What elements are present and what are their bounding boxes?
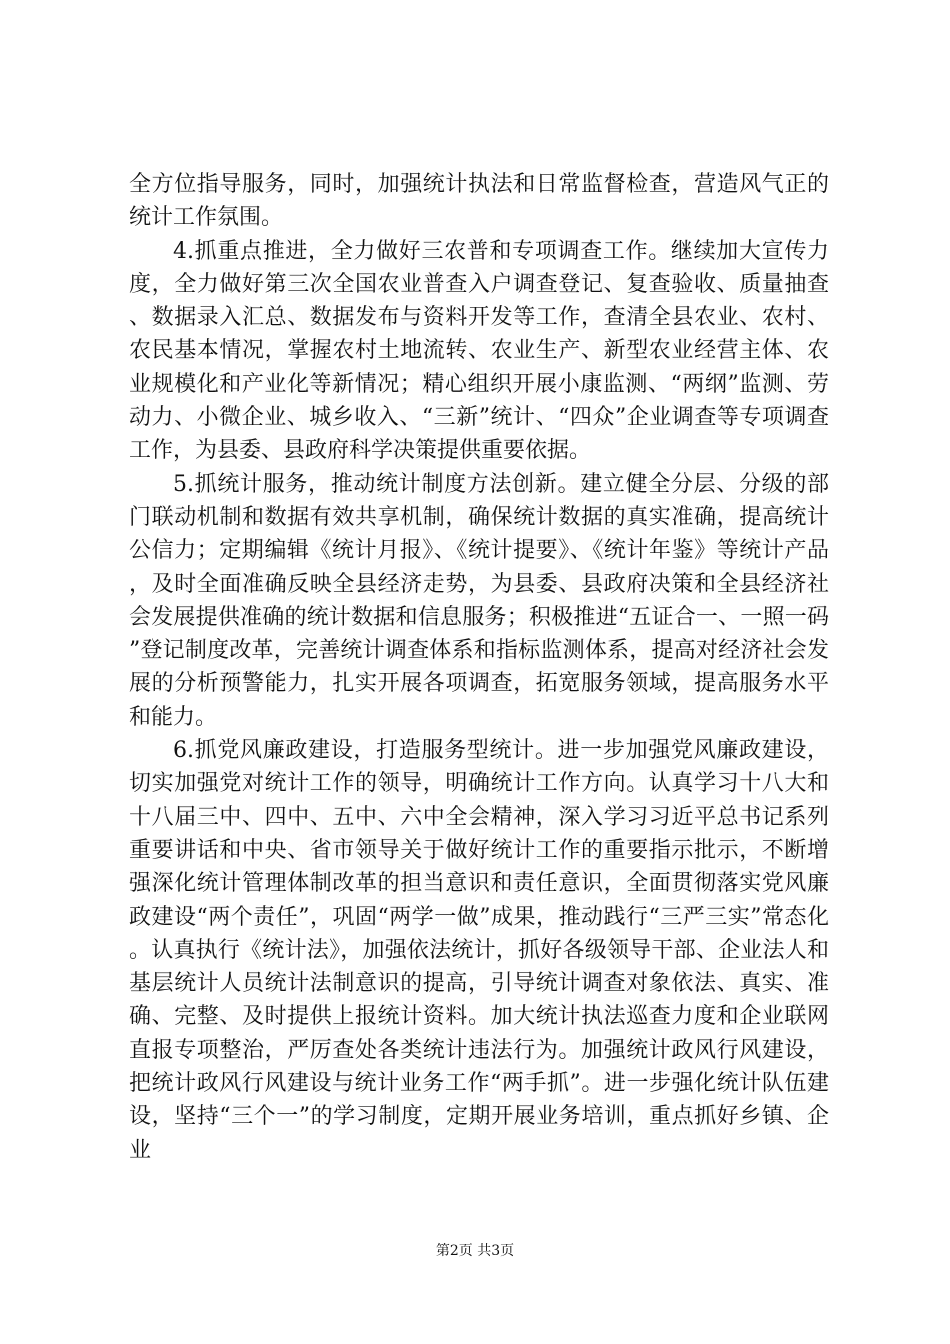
paragraph-item-4: 4.抓重点推进，全力做好三农普和专项调查工作。继续加大宣传力度，全力做好第三次全国农业普查入户调查登记、复查验收、质量抽查、数据录入汇总、数据发布与资料开发等工作，查清全县农业、农村、农民基本情况，掌握农村土地流转、农业生产、新型农业经营主体、农业规模化和产业化等新情况；精心组织开展小康监测、“两纲”监测、劳动力、小微企业、城乡收入、“三新”统计、“四众”企业调查等专项调查工作，为县委、县政府科学决策提供重要依据。	[129, 238, 829, 464]
paragraph-item-6: 6.抓党风廉政建设，打造服务型统计。进一步加强党风廉政建设，切实加强党对统计工作的领导，明确统计工作方向。认真学习十八大和十八届三中、四中、五中、六中全会精神，深入学习习近平总书记系列重要讲话和中央、省市领导关于做好统计工作的重要指示批示，不断增强深化统计管理体制改革的担当意识和责任意识，全面贯彻落实党风廉政建设“两个责任”，巩固“两学一做”成果，推动践行“三严三实”常态化。认真执行《统计法》，加强依法统计，抓好各级领导干部、企业法人和基层统计人员统计法制意识的提高，引导统计调查对象依法、真实、准确、完整、及时提供上报统计资料。加大统计执法巡查力度和企业联网直报专项整治，严厉查处各类统计违法行为。加强统计政风行风建设，把统计政风行风建设与统计业务工作“两手抓”。进一步强化统计队伍建设，坚持“三个一”的学习制度，定期开展业务培训，重点抓好乡镇、企业	[129, 738, 829, 1163]
document-body	[129, 168, 829, 1167]
page-number-footer: 第2页 共3页	[435, 1243, 515, 1259]
paragraph-item-5: 5.抓统计服务，推动统计制度方法创新。建立健全分层、分级的部门联动机制和数据有效共享机制，确保统计数据的真实准确，提高统计公信力；定期编辑《统计月报》、《统计提要》、《统计年鉴》等统计产品，及时全面准确反映全县经济走势，为县委、县政府决策和全县经济社会发展提供准确的统计数据和信息服务；积极推进“五证合一、一照一码”登记制度改革，完善统计调查体系和指标监测体系，提高对经济社会发展的分析预警能力，扎实开展各项调查，拓宽服务领域，提高服务水平和能力。	[129, 471, 829, 730]
paragraph-continuation: 全方位指导服务，同时，加强统计执法和日常监督检查，营造风气正的统计工作氛围。	[129, 172, 829, 231]
